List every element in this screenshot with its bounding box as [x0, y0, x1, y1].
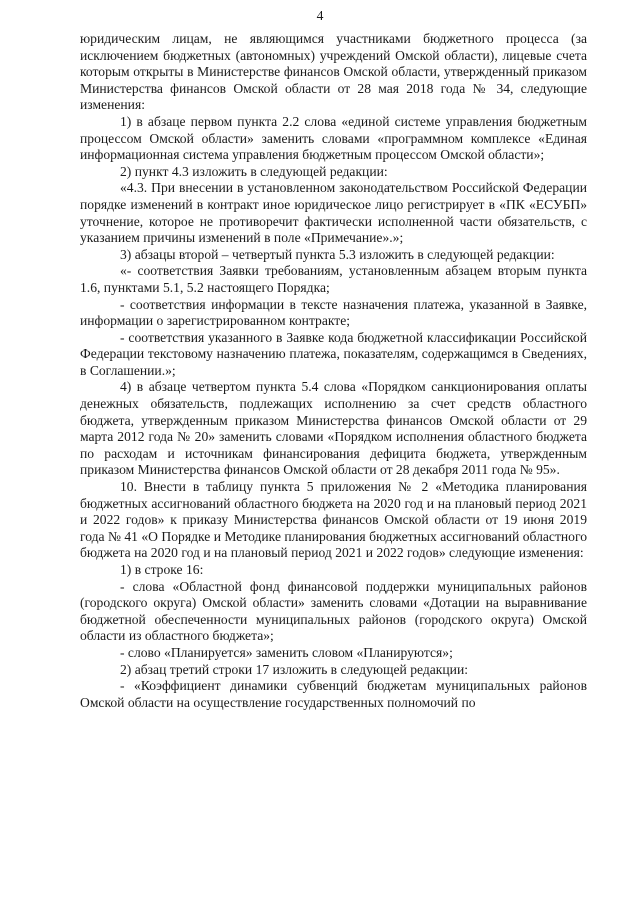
paragraph-1: юридическим лицам, не являющимся участниками бюджетного процесса (за исключением бюджетных (автономных) учреждений Омской области), лицевые счета которым открыты в Министерстве финансов Омской области, утвержденный приказом Министерства финансов Омской области от 28 мая 2018 года № 34, следующие изменения: [80, 31, 587, 113]
paragraph-9: 4) в абзаце четвертом пункта 5.4 слова «Порядком санкционирования оплаты денежных обязательств, подлежащих исполнению за счет средств областного бюджета, утвержденным приказом Министерства финансов Омской области от 29 марта 2012 года № 20» заменить словами «Порядком исполнения областного бюджета по расходам и источникам финансирования дефицита бюджета, утвержденным приказом Министерства финансов Омской области от 28 декабря 2011 года № 95». [80, 379, 587, 478]
document-body [80, 31, 587, 711]
paragraph-5: 3) абзацы второй – четвертый пункта 5.3 изложить в следующей редакции: [120, 246, 555, 262]
paragraph-12: - слова «Областной фонд финансовой поддержки муниципальных районов (городского округа) Омской области» заменить словами «Дотации на выравнивание бюджетной обеспеченности муниципальных районов (городского округа) Омской области из областного бюджета»; [80, 578, 587, 644]
paragraph-7: - соответствия информации в тексте назначения платежа, указанной в Заявке, информации о зарегистрированном контракте; [80, 296, 587, 329]
paragraph-11: 1) в строке 16: [120, 562, 204, 577]
paragraph-4: «4.3. При внесении в установленном законодательством Российской Федерации порядке изменений в контракт иное юридическое лицо регистрирует в «ПК «ЕСУБП» уточнение, которое не противоречит фактически исполненной части обязательств, с указанием причины изменений в поле «Примечание».»; [80, 180, 587, 246]
paragraph-10: 10. Внести в таблицу пункта 5 приложения № 2 «Методика планирования бюджетных ассигнований областного бюджета на 2020 год и на плановый период 2021 и 2022 годов» к приказу Министерства финансов Омской области от 19 июня 2019 года № 41 «О Порядке и Методике планирования бюджетных ассигнований областного бюджета на 2020 год и на плановый период 2021 и 2022 годов» следующие изменения: [80, 479, 587, 561]
paragraph-2: 1) в абзаце первом пункта 2.2 слова «единой системе управления бюджетным процессом Омской области» заменить словами «программном комплексе «Единая информационная система управления бюджетным процессом Омской области»; [80, 113, 587, 163]
paragraph-3: 2) пункт 4.3 изложить в следующей редакции: [120, 163, 388, 179]
paragraph-6: «- соответствия Заявки требованиям, установленным абзацем вторым пункта 1.6, пунктами 5.1, 5.2 настоящего Порядка; [80, 263, 587, 295]
paragraph-14: 2) абзац третий строки 17 изложить в следующей редакции: [120, 661, 469, 677]
paragraph-8: - соответствия указанного в Заявке кода бюджетной классификации Российской Федерации текстовому назначению платежа, показателям, содержащимся в Сведениях, в Соглашении.»; [80, 329, 587, 378]
paragraph-13: - слово «Планируется» заменить словом «Планируются»; [120, 644, 453, 660]
paragraph-15: - «Коэффициент динамики субвенций бюджетам муниципальных районов Омской области на осуществление государственных полномочий по [80, 678, 587, 710]
page-number: 4 [316, 8, 324, 23]
